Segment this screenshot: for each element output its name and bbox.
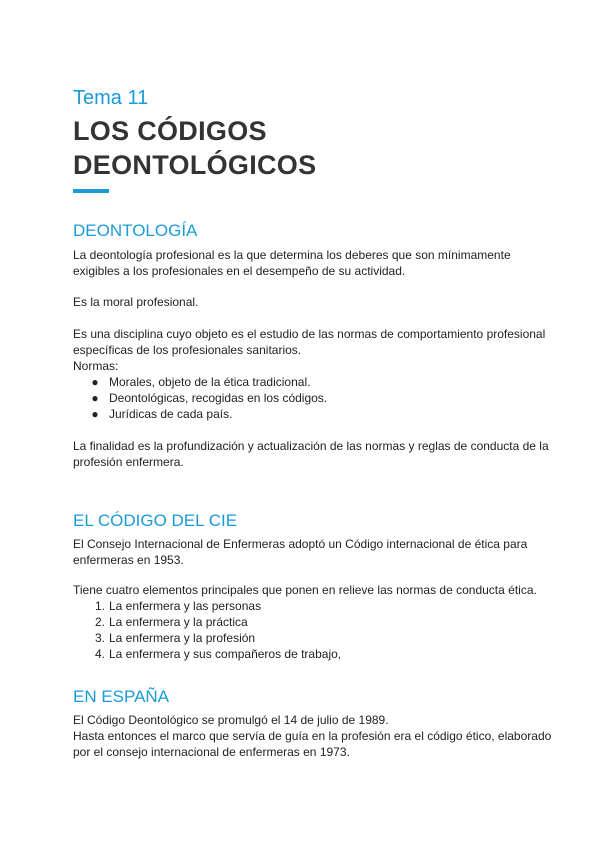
list-item-text: La enfermera y sus compañeros de trabajo,	[109, 647, 342, 661]
paragraph	[73, 247, 563, 279]
list-number: 2.	[94, 615, 105, 629]
list-item	[73, 374, 327, 390]
numbered-list	[73, 598, 341, 662]
list-number: 1.	[94, 599, 105, 613]
text-line: El Consejo Internacional de Enfermeras adoptó un Código internacional de ética para	[73, 537, 528, 551]
text-line: específicas de los profesionales sanitarios.	[73, 343, 302, 357]
paragraph: Tiene cuatro elementos principales que ponen en relieve las normas de conducta ética.	[73, 583, 537, 597]
section-heading-espana: EN ESPAÑA	[73, 687, 170, 706]
page-title	[73, 114, 316, 182]
list-item-text: La enfermera y la práctica	[109, 615, 248, 629]
list-item-text: La enfermera y la profesión	[109, 631, 256, 645]
title-line: LOS CÓDIGOS	[73, 116, 267, 146]
list-item-text: Jurídicas de cada país.	[109, 407, 233, 421]
bullet-icon: ●	[91, 375, 99, 389]
text-line: por el consejo internacional de enfermeras en 1973.	[73, 745, 350, 759]
text-line: exigibles a los profesionales en el desempeño de su actividad.	[73, 264, 406, 278]
title-line: DEONTOLÓGICOS	[73, 150, 317, 180]
title-underline	[73, 189, 109, 193]
list-number: 4.	[94, 647, 105, 661]
list-item	[73, 630, 341, 646]
list-item-text: Morales, objeto de la ética tradicional.	[109, 375, 311, 389]
list-item	[73, 598, 341, 614]
text-line: profesión enfermera.	[73, 455, 184, 469]
paragraph	[73, 536, 563, 568]
section-heading-codigo-cie: EL CÓDIGO DEL CIE	[73, 511, 238, 530]
text-line: Normas:	[73, 359, 119, 373]
bullet-icon: ●	[91, 391, 99, 405]
text-line: La finalidad es la profundización y actualización de las normas y reglas de conducta de la	[73, 439, 549, 453]
bullet-list	[73, 374, 327, 422]
paragraph	[73, 712, 563, 760]
list-item-text: Deontológicas, recogidas en los códigos.	[109, 391, 328, 405]
list-item	[73, 390, 327, 406]
list-item-text: La enfermera y las personas	[109, 599, 262, 613]
text-line: La deontología profesional es la que determina los deberes que son mínimamente	[73, 248, 511, 262]
text-line: Es una disciplina cuyo objeto es el estudio de las normas de comportamiento profesional	[73, 327, 546, 341]
paragraph	[73, 326, 563, 374]
list-item	[73, 646, 341, 662]
list-item	[73, 614, 341, 630]
chapter-label: Tema 11	[73, 87, 149, 109]
list-number: 3.	[94, 631, 105, 645]
text-line: Hasta entonces el marco que servía de guía en la profesión era el código ético, elaborado	[73, 729, 552, 743]
paragraph	[73, 438, 563, 470]
list-item	[73, 406, 327, 422]
section-heading-deontologia: DEONTOLOGÍA	[73, 221, 198, 240]
paragraph: Es la moral profesional.	[73, 295, 199, 309]
bullet-icon: ●	[91, 407, 99, 421]
text-line: enfermeras en 1953.	[73, 553, 184, 567]
text-line: El Código Deontológico se promulgó el 14 de julio de 1989.	[73, 713, 389, 727]
